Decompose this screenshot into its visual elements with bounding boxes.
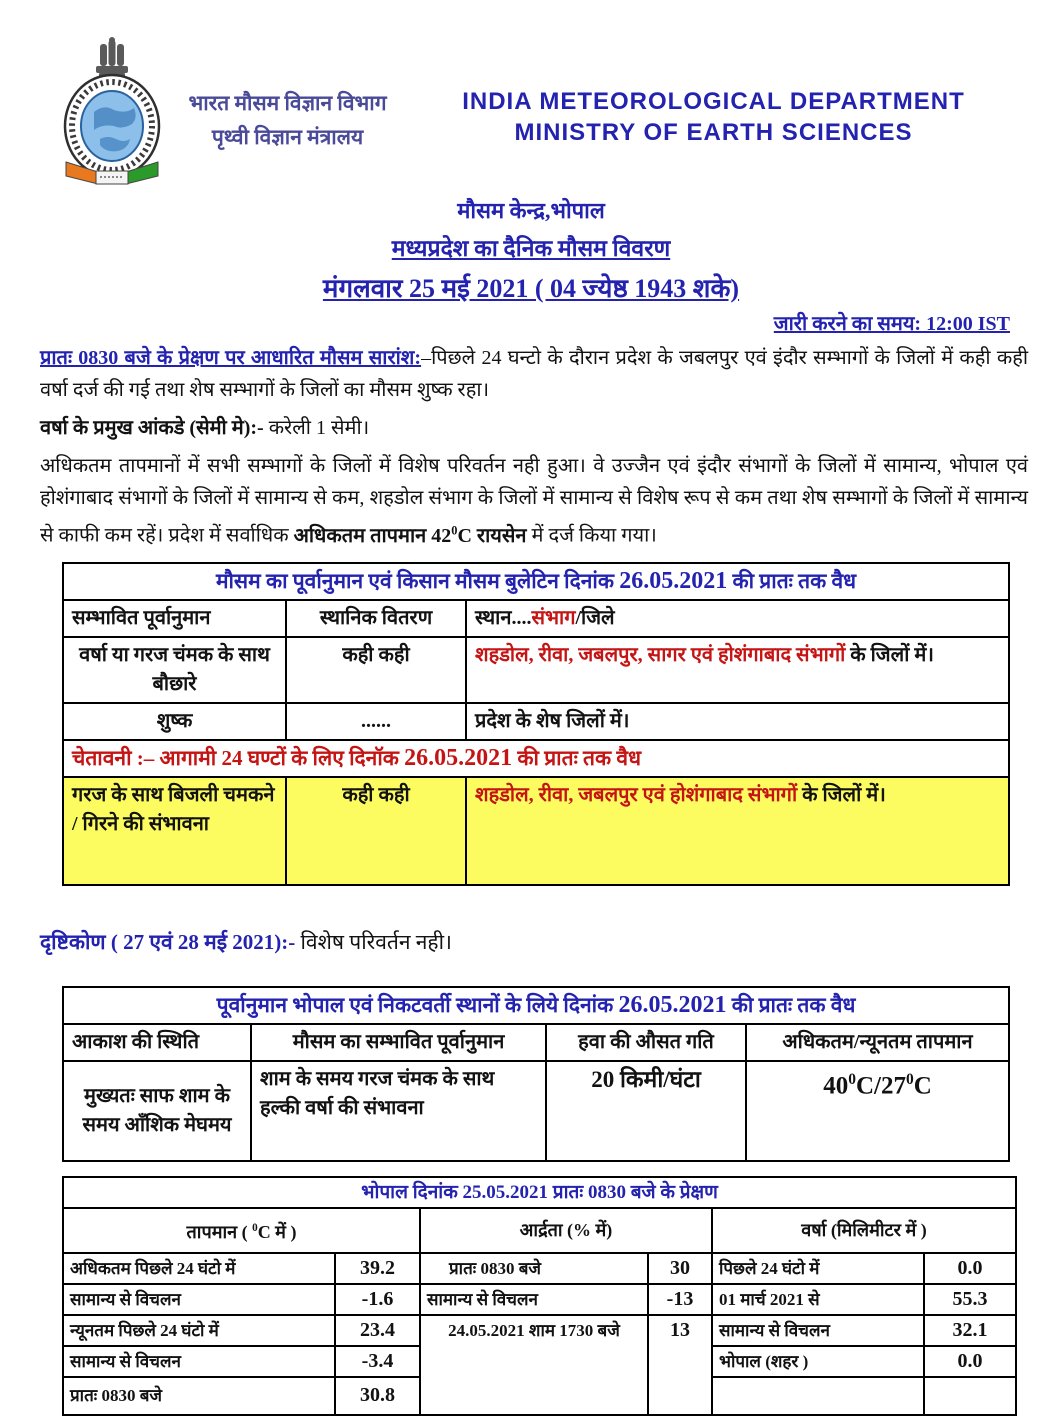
area-cell: प्रदेश के शेष जिलों में। (466, 703, 1009, 740)
temp-value: 23.4 (335, 1315, 420, 1346)
warning-pre: चेतावनी :– आगामी 24 घण्टों के लिए दिनॉक (72, 745, 405, 770)
forecast-header-row (63, 600, 1009, 637)
forecast-cell: वर्षा या गरज चंमक के साथ बौछारे (63, 637, 286, 703)
temp-value: 30.8 (335, 1377, 420, 1415)
org-name-hindi (180, 86, 395, 154)
outlook-line (40, 926, 1028, 958)
warning-title-row (63, 740, 1009, 777)
rain-value: 0.0 (924, 1346, 1016, 1377)
imd-logo (58, 34, 170, 191)
temp-header-post: C में ) (257, 1221, 297, 1242)
observation-row-2 (63, 1284, 1016, 1315)
humidity-label: प्रातः 0830 बजे (420, 1253, 648, 1284)
humidity-value: 30 (648, 1253, 712, 1284)
rain-label: भोपाल (शहर ) (712, 1346, 924, 1377)
warning-row (63, 777, 1009, 885)
temp-label: अधिकतम पिछले 24 घंटो में (63, 1253, 335, 1284)
local-forecast-title-row (63, 987, 1009, 1024)
rain-value: 0.0 (924, 1253, 1016, 1284)
rain-value (924, 1377, 1016, 1415)
department-title-line2: MINISTRY OF EARTH SCIENCES (514, 119, 913, 146)
col-header-forecast: सम्भावित पूर्वानुमान (63, 600, 286, 637)
max-temp-value: अधिकतम तापमान 42 (293, 524, 452, 547)
summary-text: –पिछले 24 घन्टो के दौरान प्रदेश के जबलपुर एवं इंदौर सम्भागों के जिलों में कही कही वर्षा दर्ज की गई तथा शेष सम्भागों के जिलों का मौसम शुष्क रहा। (40, 347, 1028, 401)
rain-label: सामान्य से विचलन (712, 1315, 924, 1346)
rainfall-figures-line (40, 412, 1028, 444)
temp-unit: C (855, 1071, 875, 1099)
temp-header-pre: तापमान ( (186, 1221, 253, 1242)
distribution-cell: ...... (286, 703, 466, 740)
rain-label: पिछले 24 घंटो में (712, 1253, 924, 1284)
local-forecast-data-row (63, 1061, 1009, 1161)
observation-title: भोपाल दिनांक 25.05.2021 प्रातः 0830 बजे के प्रेक्षण (63, 1177, 1016, 1208)
issue-time-text: जारी करने का समय: 12:00 IST (773, 313, 1010, 335)
min-temp: 27 (880, 1071, 906, 1099)
ashoka-emblem-icon (96, 37, 128, 77)
rain-value: 55.3 (924, 1284, 1016, 1315)
header-wind-speed: हवा की औसत गति (546, 1024, 746, 1061)
area-divisions-red: शहडोल, रीवा, जबलपुर, सागर एवं होशंगाबाद संभागों (475, 643, 846, 666)
local-valid-date: 26.05.2021 (618, 991, 727, 1018)
observation-title-row (63, 1177, 1016, 1208)
local-title-post: की प्रातः तक वैध (726, 992, 856, 1017)
observation-row-1 (63, 1253, 1016, 1284)
rain-label (712, 1377, 924, 1415)
humidity-group-header: आर्द्रता (% में) (420, 1208, 712, 1253)
header-max-min-temp: अधिकतम/न्यूनतम तापमान (746, 1024, 1009, 1061)
forecast-title-pre: मौसम का पूर्वानुमान एवं किसान मौसम बुलेटिन दिनांक (215, 568, 620, 593)
humidity-value: -13 (648, 1284, 712, 1315)
weather-centre-name: मौसम केन्द्र,भोपाल (457, 198, 605, 223)
max-temp-station: C रायसेन (457, 524, 527, 547)
header-sky-condition: आकाश की स्थिति (63, 1024, 251, 1061)
temp-separator: / (874, 1071, 881, 1099)
rain-label: 01 मार्च 2021 से (712, 1284, 924, 1315)
local-title-pre: पूर्वानुमान भोपाल एवं निकटवर्ती स्थानों के लिये दिनांक (216, 992, 619, 1017)
forecast-table-title-row (63, 563, 1009, 600)
temperature-paragraph (40, 450, 1028, 552)
max-min-temp-cell (746, 1061, 1009, 1161)
temperature-text-2: में दर्ज किया गया। (526, 524, 657, 547)
max-temp: 40 (823, 1071, 849, 1099)
globe-icon (81, 91, 143, 161)
rainfall-figures-label: वर्षा के प्रमुख आंकडे (सेमी मे):- (40, 417, 264, 439)
temp-value: -3.4 (335, 1346, 420, 1377)
imd-logo-graphic (58, 34, 166, 186)
outlook-label: दृष्टिकोण ( 27 एवं 28 मई 2021):- (40, 929, 296, 954)
warning-forecast-cell: गरज के साथ बिजली चमकने / गिरने की संभावना (63, 777, 286, 885)
local-forecast-title (63, 987, 1009, 1024)
col-header-place (466, 600, 1009, 637)
place-header-pre: स्थान.... (475, 606, 532, 629)
forecast-title-post: की प्रातः तक वैध (727, 568, 857, 593)
humidity-label: सामान्य से विचलन (420, 1284, 648, 1315)
area-cell (466, 637, 1009, 703)
probable-forecast-cell: शाम के समय गरज चंमक के साथ हल्की वर्षा की संभावना (251, 1061, 546, 1161)
observation-table (62, 1176, 1017, 1416)
bulletin-date-line (0, 269, 1062, 305)
department-title (395, 86, 1032, 148)
header-probable-forecast: मौसम का सम्भावित पूर्वानुमान (251, 1024, 546, 1061)
temp-label: सामान्य से विचलन (63, 1284, 335, 1315)
degree-sup: 0 (252, 1221, 258, 1234)
local-forecast-table (62, 986, 1010, 1162)
max-temp-bold (294, 525, 527, 547)
summary-label: प्रातः 0830 बजे के प्रेक्षण पर आधारित मौसम सारांश: (40, 347, 422, 369)
warning-area-red: शहडोल, रीवा, जबलपुर एवं होशंगाबाद संभागों (475, 783, 798, 806)
bulletin-title (0, 231, 1062, 263)
forecast-row-rain (63, 637, 1009, 703)
warning-valid-date: 26.05.2021 (404, 744, 513, 771)
warning-title (63, 740, 1009, 777)
outlook-text: विशेष परिवर्तन नही। (295, 929, 452, 954)
wind-speed-cell: 20 किमी/घंटा (546, 1061, 746, 1161)
org-name-line2: पृथ्वी विज्ञान मंत्रालय (211, 125, 364, 149)
place-header-post: /जिले (575, 606, 615, 629)
org-name-line1: भारत मौसम विज्ञान विभाग (188, 91, 387, 115)
temperature-group-header (63, 1208, 420, 1253)
temp-label: न्यूनतम पिछले 24 घंटो में (63, 1315, 335, 1346)
department-title-line1: INDIA METEOROLOGICAL DEPARTMENT (462, 88, 965, 115)
header (0, 0, 1062, 191)
temp-label: प्रातः 0830 बजे (63, 1377, 335, 1415)
forecast-cell: शुष्क (63, 703, 286, 740)
forecast-table (62, 562, 1010, 886)
observation-row-3 (63, 1315, 1016, 1346)
temp-unit: C (913, 1071, 932, 1099)
temp-label: सामान्य से विचलन (63, 1346, 335, 1377)
degree-sup: 0 (451, 523, 458, 537)
forecast-valid-date: 26.05.2021 (619, 567, 728, 594)
warning-distribution-cell: कही कही (286, 777, 466, 885)
temp-value: -1.6 (335, 1284, 420, 1315)
rainfall-figures-value: करेली 1 सेमी। (263, 417, 370, 439)
degree-sup: 0 (848, 1070, 856, 1088)
temp-value: 39.2 (335, 1253, 420, 1284)
forecast-row-dry (63, 703, 1009, 740)
area-suffix: के जिलों में। (845, 643, 934, 666)
warning-area-suffix: के जिलों में। (797, 783, 886, 806)
issue-time (0, 309, 1062, 336)
warning-post: की प्रातः तक वैध (512, 745, 641, 770)
rain-value: 32.1 (924, 1315, 1016, 1346)
bulletin-title-text: मध्यप्रदेश का दैनिक मौसम विवरण (391, 236, 671, 261)
forecast-table-title (63, 563, 1009, 600)
sky-condition-cell: मुख्यतः साफ शाम के समय ऑंशिक मेघमय (63, 1061, 251, 1161)
humidity-label: 24.05.2021 शाम 1730 बजे (420, 1315, 648, 1415)
observation-group-header-row (63, 1208, 1016, 1253)
degree-sup: 0 (905, 1070, 914, 1088)
distribution-cell: कही कही (286, 637, 466, 703)
local-forecast-header-row (63, 1024, 1009, 1061)
place-header-division: संभाग (531, 606, 576, 629)
warning-area-cell (466, 777, 1009, 885)
temperature-text-1: अधिकतम तापमानों में सभी सम्भागों के जिलों में विशेष परिवर्तन नही हुआ। वे उज्जैन एवं इंदौर संभागों के जिलों में सामान्य, भोपाल एवं होशंगाबाद संभागों के जिलों में सामान्य से कम, शहडोल संभाग के जिलों में सामान्य से विशेष रूप से कम तथा शेष सम्भागों के जिलों में सामान्य से काफी कम रहें। प्रदेश में सर्वाधिक (40, 455, 1028, 547)
rainfall-group-header: वर्षा (मिलिमीटर में ) (712, 1208, 1016, 1253)
weather-summary-paragraph (40, 342, 1028, 406)
bulletin-date-text: मंगलवार 25 मई 2021 ( 04 ज्येष्ठ 1943 शके) (322, 274, 740, 303)
humidity-value: 13 (648, 1315, 712, 1415)
col-header-distribution: स्थानिक वितरण (286, 600, 466, 637)
